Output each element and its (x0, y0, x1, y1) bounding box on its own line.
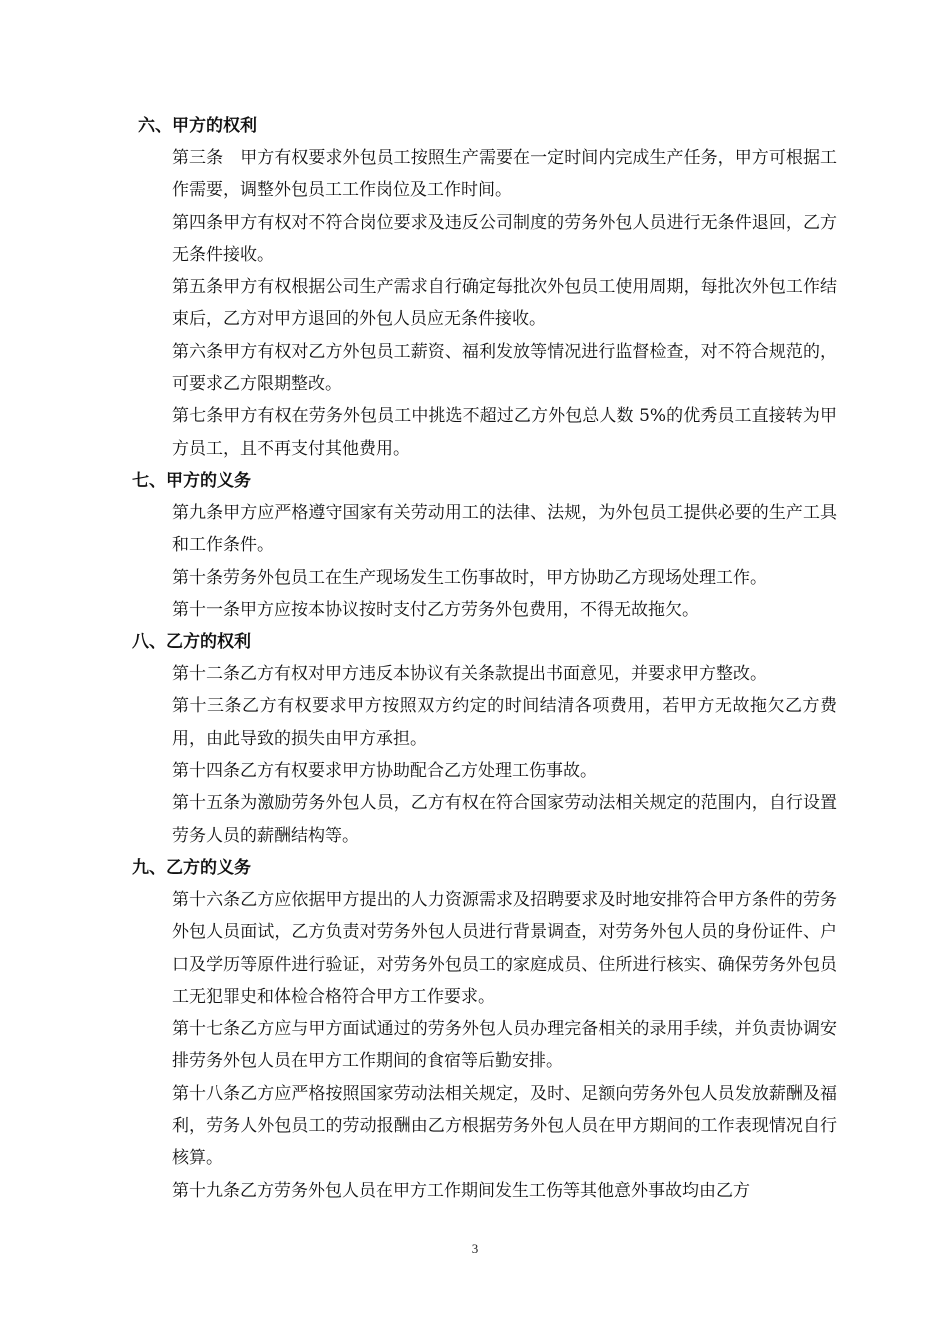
section-party-a-obligations (132, 465, 837, 626)
clause-paragraph: 第十六条乙方应依据甲方提出的人力资源需求及招聘要求及时地安排符合甲方条件的劳务外包人员面试，乙方负责对劳务外包人员进行背景调查，对劳务外包人员的身份证件、户口及学历等原件进行验证，对劳务外包员工的家庭成员、住所进行核实、确保劳务外包员工无犯罪史和体检合格符合甲方工作要求。 (172, 889, 837, 1007)
clause-paragraph: 第十七条乙方应与甲方面试通过的劳务外包人员办理完备相关的录用手续，并负责协调安排劳务外包人员在甲方工作期间的食宿等后勤安排。 (172, 1019, 837, 1072)
clause-paragraph: 第十四条乙方有权要求甲方协助配合乙方处理工伤事故。 (172, 761, 597, 782)
clause-paragraph: 第三条 甲方有权要求外包员工按照生产需要在一定时间内完成生产任务，甲方可根据工作需要，调整外包员工工作岗位及工作时间。 (172, 148, 837, 201)
clause-paragraph: 第十一条甲方应按本协议按时支付乙方劳务外包费用，不得无故拖欠。 (172, 599, 699, 620)
page-number: 3 (471, 1241, 479, 1256)
clause-paragraph: 第十五条为激励劳务外包人员，乙方有权在符合国家劳动法相关规定的范围内，自行设置劳务人员的薪酬结构等。 (172, 793, 837, 846)
clause-paragraph: 第六条甲方有权对乙方外包员工薪资、福利发放等情况进行监督检查，对不符合规范的，可要求乙方限期整改。 (172, 341, 837, 395)
clause-paragraph: 第五条甲方有权根据公司生产需求自行确定每批次外包员工使用周期，每批次外包工作结束后，乙方对甲方退回的外包人员应无条件接收。 (172, 277, 837, 330)
clause-paragraph: 第十九条乙方劳务外包人员在甲方工作期间发生工伤等其他意外事故均由乙方 (172, 1180, 750, 1201)
clause-paragraph: 第十八条乙方应严格按照国家劳动法相关规定，及时、足额向劳务外包人员发放薪酬及福利，劳务人外包员工的劳动报酬由乙方根据劳务外包人员在甲方期间的工作表现情况自行核算。 (172, 1083, 837, 1169)
document-body (132, 110, 837, 1207)
section-heading: 八、乙方的权利 (132, 632, 251, 653)
clause-paragraph: 第十三条乙方有权要求甲方按照双方约定的时间结清各项费用，若甲方无故拖欠乙方费用，由此导致的损失由甲方承担。 (172, 696, 837, 749)
clause-paragraph: 第十条劳务外包员工在生产现场发生工伤事故时，甲方协助乙方现场处理工作。 (172, 567, 767, 588)
section-heading: 九、乙方的义务 (132, 857, 251, 878)
section-party-b-rights (132, 626, 837, 852)
clause-paragraph: 第四条甲方有权对不符合岗位要求及违反公司制度的劳务外包人员进行无条件退回，乙方无条件接收。 (172, 212, 837, 265)
clause-paragraph: 第九条甲方应严格遵守国家有关劳动用工的法律、法规，为外包员工提供必要的生产工具和工作条件。 (172, 502, 837, 556)
section-party-a-rights (132, 110, 837, 465)
clause-paragraph: 第十二条乙方有权对甲方违反本协议有关条款提出书面意见，并要求甲方整改。 (172, 664, 767, 685)
section-party-b-obligations (132, 852, 837, 1207)
section-heading: 六、甲方的权利 (138, 116, 257, 136)
section-heading: 七、甲方的义务 (132, 470, 251, 491)
clause-paragraph: 第七条甲方有权在劳务外包员工中挑选不超过乙方外包总人数 5%的优秀员工直接转为甲方员工，且不再支付其他费用。 (172, 406, 837, 459)
